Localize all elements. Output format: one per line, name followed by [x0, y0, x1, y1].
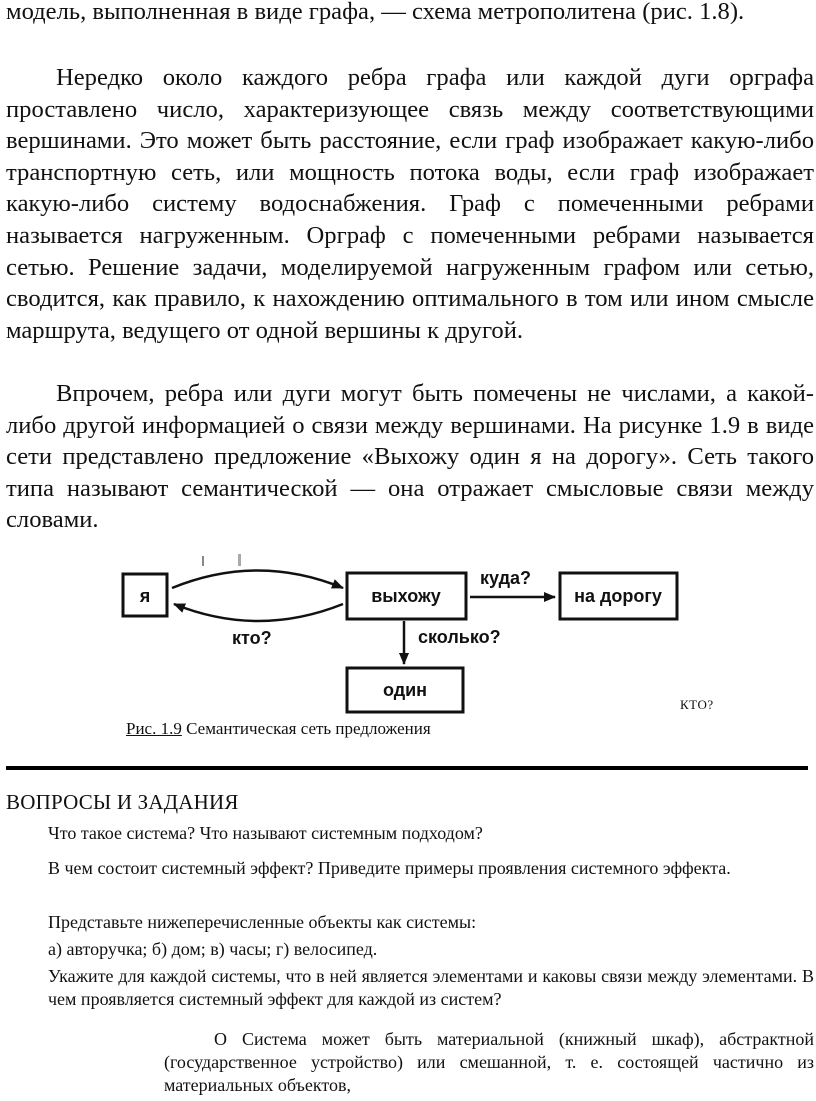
questions-heading: ВОПРОСЫ И ЗАДАНИЯ	[6, 790, 239, 814]
question-3: Представьте нижеперечисленные объекты как системы:	[48, 912, 477, 932]
question-2: В чем состоит системный эффект? Приведите примеры проявления системного эффекта.	[48, 858, 731, 878]
question-3-options: а) авторучка; б) дом; в) часы; г) велосипед.	[48, 939, 378, 959]
figure-caption-number: Рис. 1.9	[126, 719, 182, 738]
edge-vyhozhu-to-ya	[174, 604, 343, 621]
figure-caption	[126, 719, 431, 739]
note-paragraph: О Система может быть материальной (книжный шкаф), абстрактной (государственное устройство) или смешанной, т. е. состоящей частично из материальных объектов,	[164, 1029, 814, 1095]
scan-mark	[202, 556, 204, 566]
edge-label-kuda: куда?	[480, 568, 532, 588]
figure-side-note: КТО?	[680, 697, 714, 712]
scan-mark	[238, 554, 241, 566]
edge-label-skolko: сколько?	[418, 627, 501, 647]
question-4: Укажите для каждой системы, что в ней является элементами и каковы связи между элементами. В чем проявляется системный эффект для каждой из систем?	[48, 966, 814, 1009]
section-divider	[6, 766, 808, 770]
question-1: Что такое система? Что называют системным подходом?	[48, 823, 483, 843]
paragraph-3: Впрочем, ребра или дуги могут быть помечены не числами, а какой-либо другой информацией о связи между вершинами. На рисунке 1.9 в виде сети представлено предложение «Выхожу один я на дорогу». Сеть такого типа называют семантической — она отражает смысловые связи между словами.	[6, 380, 814, 534]
node-odin-label: один	[382, 680, 428, 700]
node-vyhozhu-label: выхожу	[371, 586, 441, 606]
edge-label-kto: кто?	[232, 628, 272, 648]
node-na-dorogu-label: на дорогу	[574, 586, 662, 606]
node-ya-label: я	[139, 586, 151, 606]
paragraph-1: модель, выполненная в виде графа, — схема метрополитена (рис. 1.8).	[6, 0, 745, 25]
edge-ya-to-vyhozhu	[172, 571, 343, 589]
figure-caption-text: Семантическая сеть предложения	[181, 719, 431, 738]
paragraph-2: Нередко около каждого ребра графа или каждой дуги орграфа проставлено число, характеризующее связь между соответствующими вершинами. Это может быть расстояние, если граф изображает какую-либо транспортную сеть, или мощность потока воды, если граф изображает какую-либо систему водоснабжения. Граф с помеченными ребрами называется нагруженным. Орграф с помеченными ребрами называется сетью. Решение задачи, моделируемой нагруженным графом или сетью, сводится, как правило, к нахождению оптимального в том или ином смысле маршрута, ведущего от одной вершины к другой.	[6, 64, 814, 344]
semantic-network-figure	[0, 548, 816, 748]
